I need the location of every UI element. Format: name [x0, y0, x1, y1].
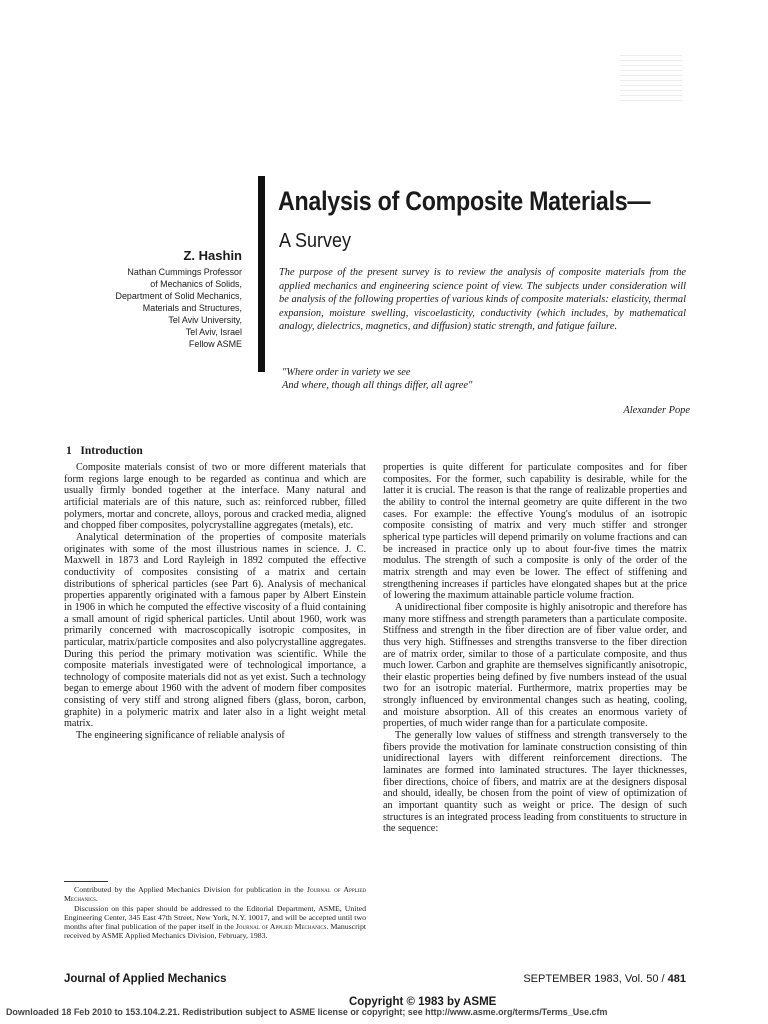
- footnote-text: . Manuscript received by ASME Applied Mechanics Division, February, 1983.: [64, 922, 367, 941]
- scan-artifact: [620, 55, 682, 101]
- affiliation-line: of Mechanics of Solids,: [150, 279, 242, 290]
- footnote-journal: Journal of Applied Mechanics.: [64, 885, 366, 904]
- footnote: [64, 885, 366, 941]
- abstract: The purpose of the present survey is to review the analysis of composite materials from the applied mechanics and engineering science point of view. The subjects under consideration will be analysis of the following properties of various kinds of composite materials: elasticity, thermal expansion, moisture swelling, viscoelasticity, conductivity (which includes, by mathematical analogy, dielectrics, magnetics, and diffusion) static strength, and fatigue failure.: [279, 267, 686, 333]
- epigraph-line: And where, though all things differ, all agree": [282, 380, 473, 392]
- page-number: 481: [667, 973, 686, 985]
- footnote-paragraph: [64, 885, 366, 904]
- footnote-journal: Journal of Applied Mechanics: [235, 922, 327, 932]
- journal-name: Journal of Applied Mechanics: [64, 973, 227, 985]
- title-rule: [258, 176, 265, 372]
- paragraph: Analytical determination of the properties of composite materials originates with some of the most illustrious names in science. J. C. Maxwell in 1873 and Lord Rayleigh in 1892 computed the effective conductivity of composites consisting of a matrix and certain distributions of spherical particles (see Part 6). Analysis of mechanical properties apparently originated with a famous paper by Albert Einstein in 1906 in which he computed the effective viscosity of a fluid containing a small amount of rigid spherical particles. Until about 1960, work was primarily concerned with macroscopically isotropic composites, in particular, matrix/particle composites and also polycrystalline aggregates. During this period the primary motivation was scientific. While the composite materials investigated were of technological importance, a technology of composite materials did not as yet exist. Such a technology began to emerge about 1960 with the advent of modern fiber composites consisting of very stiff and strong aligned fibers (glass, boron, carbon, graphite) in a polymeric matrix and later also in a light weight metal matrix.: [64, 531, 366, 730]
- copyright: Copyright © 1983 by ASME: [349, 996, 497, 1008]
- affiliation-line: Materials and Structures,: [142, 303, 242, 314]
- article-subtitle: A Survey: [279, 230, 352, 252]
- affiliation-line: Fellow ASME: [188, 339, 242, 350]
- section-heading: 1 Introduction: [66, 445, 143, 457]
- affiliation-line: Department of Solid Mechanics,: [115, 291, 242, 302]
- issue-info: [523, 973, 686, 985]
- footnote-text: Discussion on this paper should be addressed to the Editorial Department, ASME, United Engineering Center, 345 East 47th Street, New York, N.Y. 10017, and will be accepted until two months after final publication of the paper itself in the: [64, 903, 366, 932]
- affiliation-line: Tel Aviv, Israel: [185, 327, 242, 338]
- author-affiliation: [116, 267, 242, 351]
- paragraph: Composite materials consist of two or more different materials that form regions large enough to be regarded as continua and which are usually firmly bonded together at the interface. Many natural and artificial materials are of this nature, such as: reinforced rubber, filled polymers, mortar and concrete, alloys, porous and cracked media, aligned and chopped fiber composites, polycrystalline aggregates (metals), etc.: [64, 462, 366, 532]
- epigraph-author: Alexander Pope: [623, 405, 690, 416]
- paragraph: properties is quite different for particulate composites and for fiber composites. For the former, such capability is desirable, while for the latter it is crucial. The reason is that the range of realizable properties and the ability to control the internal geometry are quite different in the two cases. For example: the effective Young's modulus of an isotropic composite consisting of matrix and very much stiffer and stronger spherical type particles will depend primarily on volume fractions and can be increased in practice only up to about four-five times the matrix modulus. The strength of such a composite is only of the order of the matrix strength and may even be lower. The effect of stiffening and strengthening increases if particles have elongated shapes but at the price of lowering the maximum attainable particle volume fraction.: [383, 462, 687, 602]
- affiliation-line: Tel Aviv University,: [168, 315, 242, 326]
- article-title: Analysis of Composite Materials—: [278, 186, 651, 216]
- epigraph: [282, 366, 682, 393]
- issue-date-volume: SEPTEMBER 1983, Vol. 50 /: [523, 973, 668, 985]
- footnote-rule: [64, 881, 108, 882]
- affiliation-line: Nathan Cummings Professor: [127, 267, 242, 278]
- author-name: Z. Hashin: [183, 248, 242, 263]
- paragraph: The generally low values of stiffness and strength transversely to the fibers provide the motivation for laminate construction consisting of thin unidirectional layers with different reinforcement directions. The laminates are formed into laminated structures. The layer thicknesses, fiber directions, choice of fibers, and matrix are at the designers disposal and should, ideally, be chosen from the point of view of optimization of an important quantity such as weight or price. The design of such structures is an integrated process leading from constituents to structure in the sequence:: [383, 730, 687, 835]
- epigraph-line: "Where order in variety we see: [282, 367, 411, 378]
- paragraph: The engineering significance of reliable analysis of: [76, 730, 285, 742]
- left-column: [64, 462, 366, 742]
- download-notice: Downloaded 18 Feb 2010 to 153.104.2.21. Redistribution subject to ASME license or copyright; see http://www.asme.org/terms/Terms_Use.cfm: [6, 1007, 608, 1017]
- right-column: [383, 462, 687, 835]
- footnote-text: Contributed by the Applied Mechanics Division for publication in the: [74, 885, 307, 894]
- footnote-paragraph: [64, 904, 366, 941]
- paragraph: A unidirectional fiber composite is highly anisotropic and therefore has many more stiffness and strength parameters than a particulate composite. Stiffness and strength in the fiber direction are of fiber value order, and thus very high. Stiffnesses and strengths transverse to the fiber direction are of matrix order, similar to those of a particulate composite, and thus much lower. Carbon and graphite are themselves significantly anisotropic, their elastic properties being defined by five numbers instead of the usual two for an isotropic material. Furthermore, matrix properties may be strongly influenced by environmental changes such as heating, cooling, and moisture absorption. All of this creates an enormous variety of properties, of much wider range than for a particulate composite.: [383, 601, 687, 730]
